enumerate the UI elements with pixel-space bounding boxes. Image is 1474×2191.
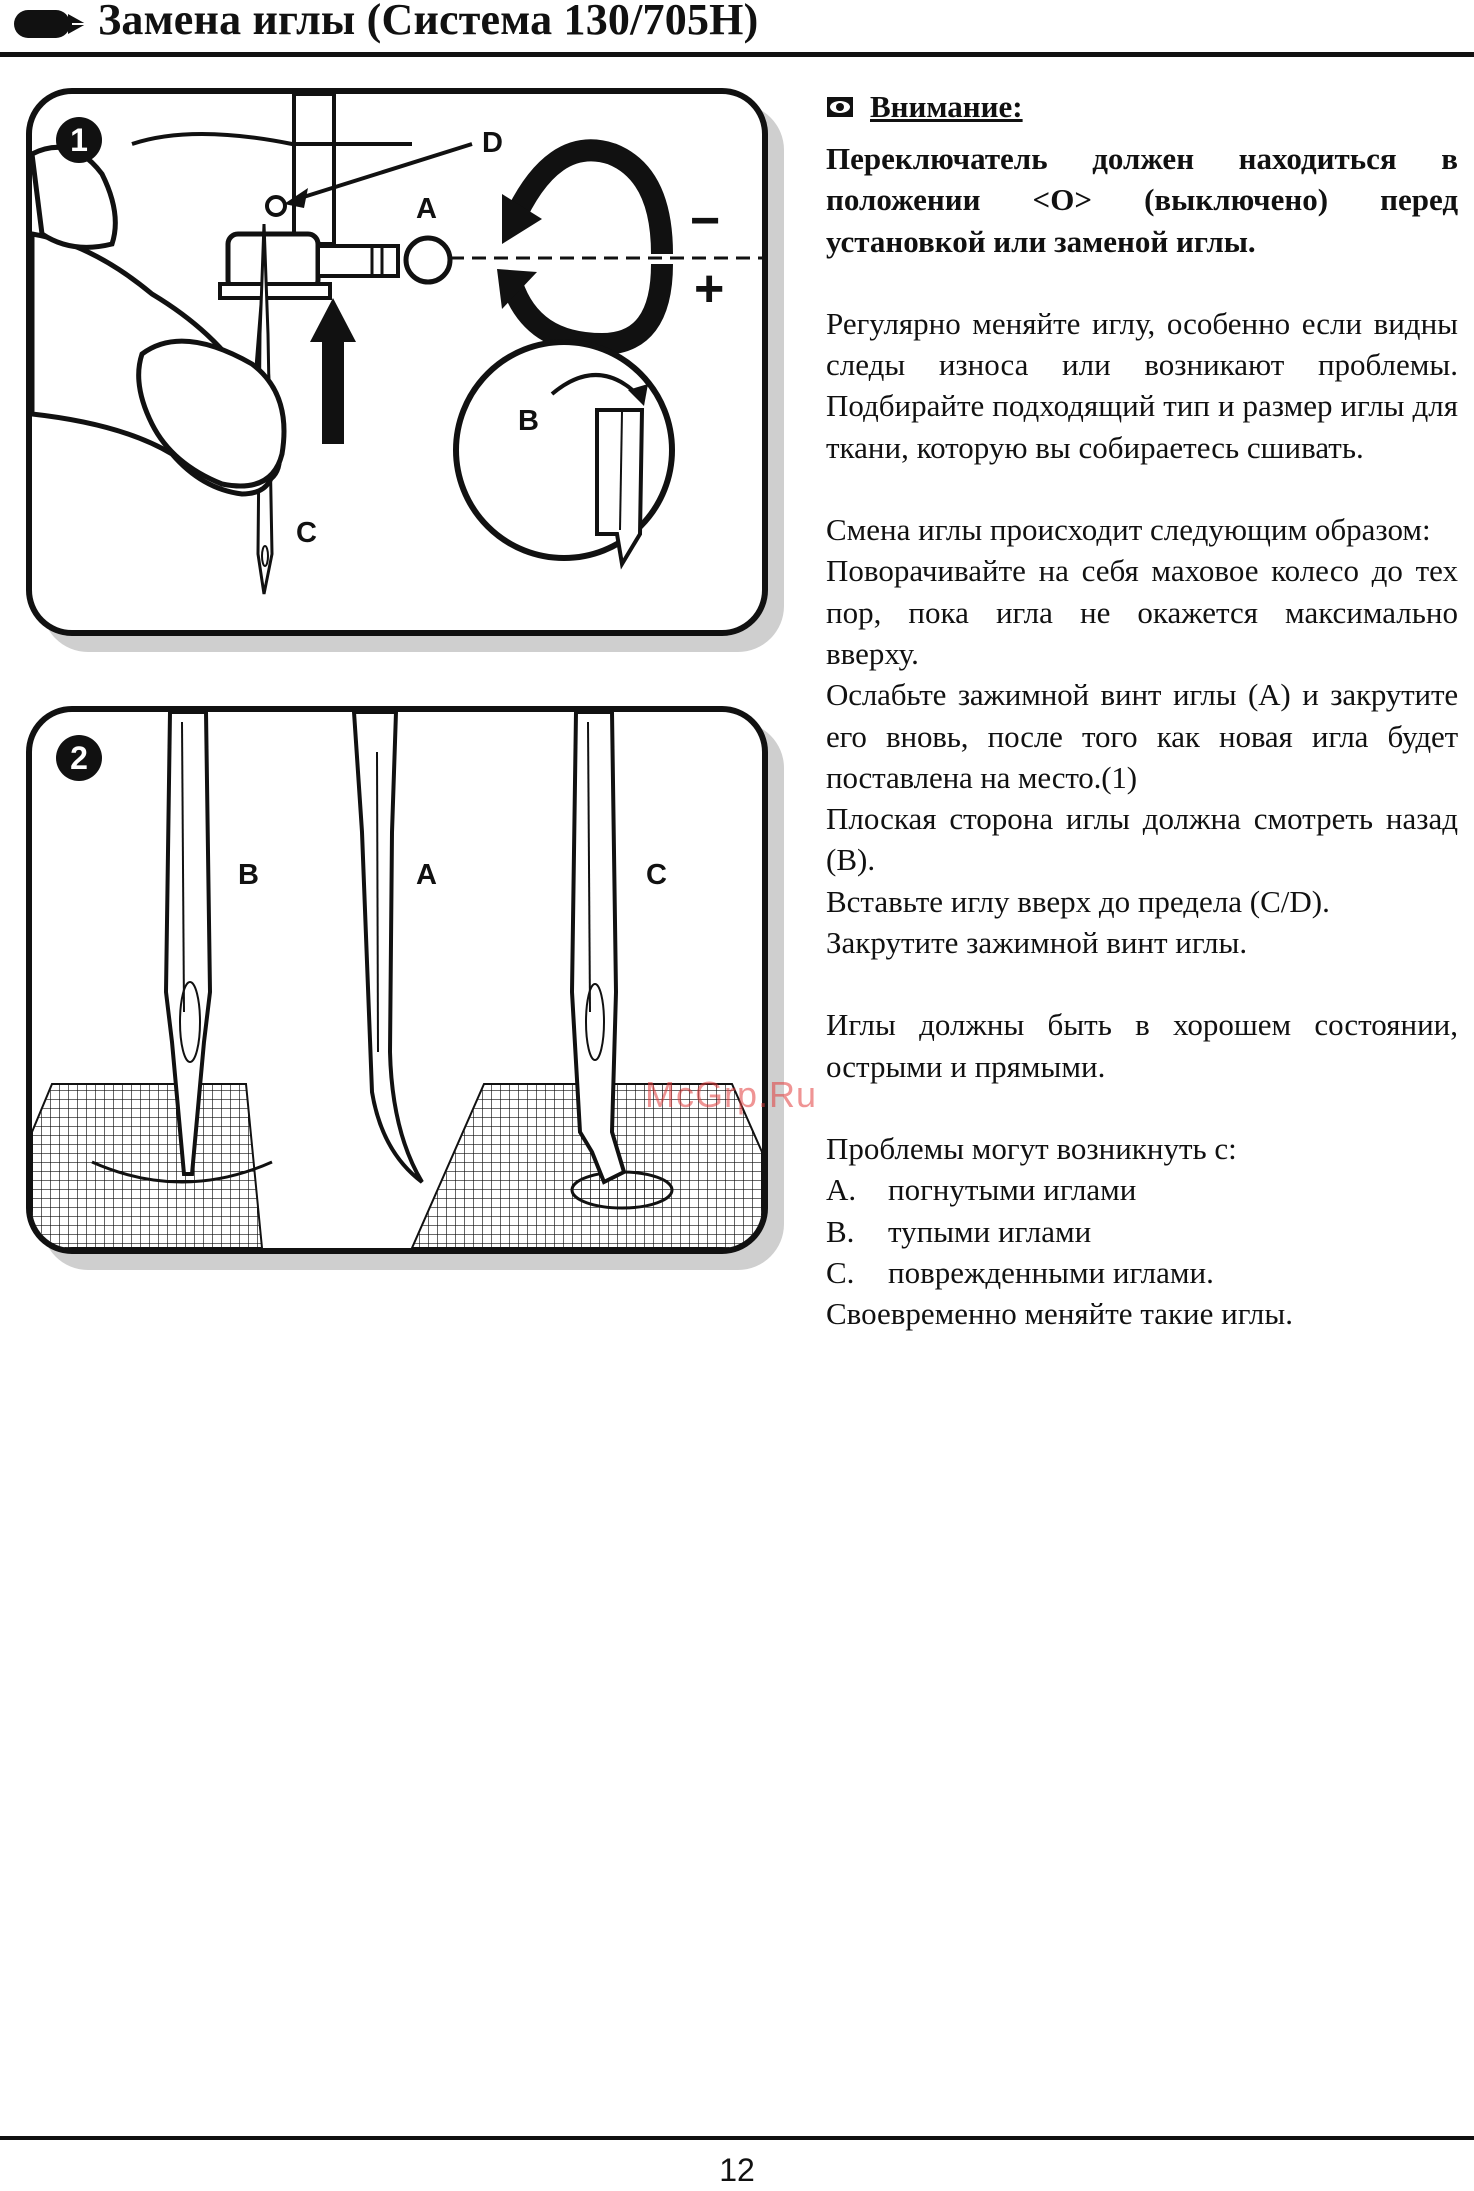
- page-title: Замена иглы (Система 130/705H): [98, 0, 759, 44]
- list-text: тупыми иглами: [888, 1213, 1092, 1249]
- minus-sign: −: [690, 192, 721, 250]
- paragraph-needle-condition: Иглы должны быть в хорошем состоянии, острыми и прямыми.: [826, 1007, 1458, 1084]
- list-marker: B.: [826, 1213, 855, 1249]
- list-item: [826, 1252, 1458, 1293]
- attention-label: Внимание:: [870, 89, 1023, 125]
- figure2-label-b: B: [238, 859, 259, 891]
- figure2-illustration: [32, 712, 762, 1248]
- header-rule: [0, 52, 1474, 57]
- list-text: погнутыми иглами: [888, 1172, 1137, 1208]
- paragraph-regular-change: Регулярно меняйте иглу, особенно если видны следы износа или возникают проблемы. Подбирайте подходящий тип и размер иглы для ткани, которую вы собираетесь сшивать.: [826, 305, 1458, 465]
- paragraph-replace-timely: Своевременно меняйте такие иглы.: [826, 1296, 1293, 1332]
- list-text: поврежденными иглами.: [888, 1254, 1214, 1290]
- figure1-label-b: B: [518, 405, 539, 437]
- figure1-step-number: 1: [70, 122, 88, 158]
- list-marker: A.: [826, 1172, 857, 1208]
- plus-sign: +: [694, 260, 725, 318]
- figure2-step-number: 2: [70, 740, 88, 776]
- instructions-column: [826, 86, 1458, 1334]
- figure1-illustration: [32, 94, 762, 630]
- list-marker: C.: [826, 1254, 855, 1290]
- paragraph-turn-wheel: Поворачивайте на себя маховое колесо до тех пор, пока игла не окажется максимально вверху.: [826, 553, 1458, 671]
- paragraph-problems-intro: Проблемы могут возникнуть с:: [826, 1130, 1237, 1166]
- paragraph-tighten-screw: Закрутите зажимной винт иглы.: [826, 925, 1248, 961]
- eye-icon: [826, 96, 854, 118]
- figure2-panel: [26, 706, 768, 1254]
- list-item: [826, 1169, 1458, 1210]
- page-header: [10, 0, 1472, 54]
- figure1-label-d: D: [482, 127, 503, 159]
- page-number: 12: [719, 2152, 755, 2188]
- figure2-label-c: C: [646, 859, 667, 891]
- attention-text: Переключатель должен находиться в положении <O> (выключено) перед установкой или заменой иглы.: [826, 141, 1458, 259]
- paragraph-procedure-intro: Смена иглы происходит следующим образом:: [826, 512, 1431, 548]
- figure1-label-a: A: [416, 193, 437, 225]
- attention-heading: [826, 86, 1458, 128]
- paragraph-flat-side: Плоская сторона иглы должна смотреть назад (В).: [826, 801, 1458, 878]
- figure1-panel: [26, 88, 768, 636]
- paragraph-insert-needle: Вставьте иглу вверх до предела (C/D).: [826, 883, 1330, 919]
- list-item: [826, 1211, 1458, 1252]
- pen-marker-icon: [12, 4, 88, 44]
- figure2-label-a: A: [416, 859, 437, 891]
- figure1-label-c: C: [296, 517, 317, 549]
- footer-rule: [0, 2136, 1474, 2140]
- paragraph-loosen-screw: Ослабьте зажимной винт иглы (А) и закрутите его вновь, после того как новая игла будет поставлена на место.(1): [826, 677, 1458, 795]
- watermark: McGrp.Ru: [645, 1074, 818, 1115]
